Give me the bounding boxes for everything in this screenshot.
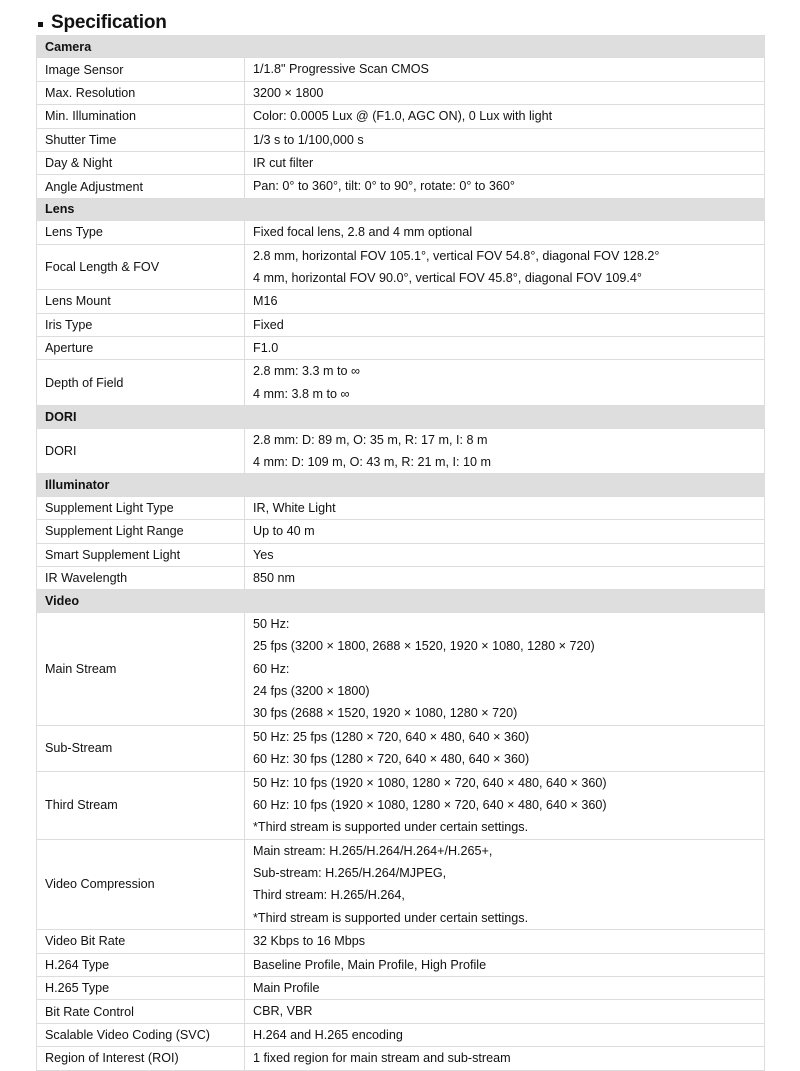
table-row — [37, 771, 765, 839]
section-title: Video — [37, 590, 765, 612]
spec-label: Day & Night — [37, 151, 245, 174]
spec-value — [245, 496, 765, 519]
spec-value-line: 1/3 s to 1/100,000 s — [253, 132, 364, 147]
spec-value-line: IR, White Light — [253, 500, 336, 515]
spec-value-line: 60 Hz: 10 fps (1920 × 1080, 1280 × 720, 640 × 480, 640 × 360) — [253, 797, 607, 812]
spec-label: Angle Adjustment — [37, 175, 245, 198]
spec-label: Min. Illumination — [37, 105, 245, 128]
spec-value-line: Fixed focal lens, 2.8 and 4 mm optional — [253, 225, 473, 240]
section-header-dori — [37, 406, 765, 428]
table-row — [37, 244, 765, 290]
table-row — [37, 151, 765, 174]
spec-value-line: 2.8 mm: 3.3 m to ∞ — [253, 364, 360, 379]
spec-label: Third Stream — [37, 771, 245, 839]
spec-value-line: Up to 40 m — [253, 524, 315, 539]
spec-value — [245, 566, 765, 589]
table-row — [37, 337, 765, 360]
spec-value — [245, 175, 765, 198]
spec-value-line: Pan: 0° to 360°, tilt: 0° to 90°, rotate: 0° to 360° — [253, 179, 515, 194]
table-row — [37, 221, 765, 244]
spec-value-line: 24 fps (3200 × 1800) — [253, 683, 370, 698]
spec-label: Focal Length & FOV — [37, 244, 245, 290]
section-header-camera — [37, 36, 765, 58]
table-row — [37, 543, 765, 566]
spec-label: Supplement Light Type — [37, 496, 245, 519]
spec-label: Lens Type — [37, 221, 245, 244]
table-row — [37, 1000, 765, 1023]
spec-value — [245, 977, 765, 1000]
spec-value-line: 4 mm: D: 109 m, O: 43 m, R: 21 m, I: 10 m — [253, 455, 491, 470]
section-header-video — [37, 590, 765, 612]
spec-value-line: F1.0 — [253, 341, 279, 356]
table-row — [37, 313, 765, 336]
spec-value-line: Main stream: H.265/H.264/H.264+/H.265+, — [253, 843, 493, 858]
spec-value-line: 25 fps (3200 × 1800, 2688 × 1520, 1920 × 1080, 1280 × 720) — [253, 639, 595, 654]
spec-value-line: Color: 0.0005 Lux @ (F1.0, AGC ON), 0 Lux with light — [253, 109, 553, 124]
spec-value — [245, 128, 765, 151]
table-row — [37, 81, 765, 104]
spec-value-line: 850 nm — [253, 570, 296, 585]
spec-value — [245, 290, 765, 313]
spec-value-line: 60 Hz: — [253, 661, 290, 676]
section-header-illuminator — [37, 474, 765, 496]
table-row — [37, 128, 765, 151]
spec-value-line: 60 Hz: 30 fps (1280 × 720, 640 × 480, 640 × 360) — [253, 752, 530, 767]
table-row — [37, 930, 765, 953]
spec-value-line: Main Profile — [253, 981, 320, 996]
table-row — [37, 566, 765, 589]
spec-label: H.265 Type — [37, 977, 245, 1000]
spec-value — [245, 105, 765, 128]
spec-value-line: 2.8 mm, horizontal FOV 105.1°, vertical FOV 54.8°, diagonal FOV 128.2° — [253, 248, 660, 263]
table-row — [37, 428, 765, 474]
spec-label: Depth of Field — [37, 360, 245, 406]
spec-label: Region of Interest (ROI) — [37, 1047, 245, 1070]
spec-value — [245, 360, 765, 406]
spec-value — [245, 520, 765, 543]
spec-value-line: 4 mm, horizontal FOV 90.0°, vertical FOV 45.8°, diagonal FOV 109.4° — [253, 270, 642, 285]
spec-label: Lens Mount — [37, 290, 245, 313]
spec-label: H.264 Type — [37, 953, 245, 976]
table-row — [37, 175, 765, 198]
spec-table — [36, 35, 765, 1071]
spec-value — [245, 58, 765, 81]
spec-label: Sub-Stream — [37, 725, 245, 771]
spec-value — [245, 930, 765, 953]
table-row — [37, 290, 765, 313]
spec-value-line: 3200 × 1800 — [253, 85, 324, 100]
spec-value — [245, 953, 765, 976]
spec-label: Scalable Video Coding (SVC) — [37, 1023, 245, 1046]
spec-value — [245, 337, 765, 360]
spec-value — [245, 1000, 765, 1023]
table-row — [37, 520, 765, 543]
spec-value-line: 1 fixed region for main stream and sub-stream — [253, 1051, 511, 1066]
spec-heading — [38, 10, 167, 36]
spec-value — [245, 221, 765, 244]
table-row — [37, 360, 765, 406]
spec-value-line: M16 — [253, 294, 278, 309]
spec-value — [245, 244, 765, 290]
table-row — [37, 725, 765, 771]
spec-label: Smart Supplement Light — [37, 543, 245, 566]
table-row — [37, 612, 765, 725]
spec-value-line: H.264 and H.265 encoding — [253, 1027, 403, 1042]
spec-label: IR Wavelength — [37, 566, 245, 589]
table-row — [37, 977, 765, 1000]
square-bullet-icon — [38, 22, 43, 27]
spec-label: Main Stream — [37, 612, 245, 725]
spec-value — [245, 428, 765, 474]
spec-value-line: 4 mm: 3.8 m to ∞ — [253, 386, 350, 401]
section-title: Camera — [37, 36, 765, 58]
spec-value-line: 1/1.8" Progressive Scan CMOS — [253, 62, 429, 77]
spec-label: Image Sensor — [37, 58, 245, 81]
table-row — [37, 839, 765, 930]
table-row — [37, 58, 765, 81]
page-title: Specification — [51, 12, 167, 33]
spec-label: Video Bit Rate — [37, 930, 245, 953]
spec-label: Shutter Time — [37, 128, 245, 151]
table-row — [37, 953, 765, 976]
spec-value — [245, 151, 765, 174]
spec-value — [245, 771, 765, 839]
table-row — [37, 105, 765, 128]
section-title: Lens — [37, 198, 765, 220]
spec-value-line: Yes — [253, 547, 274, 562]
spec-value-line: IR cut filter — [253, 155, 314, 170]
spec-value-line: 2.8 mm: D: 89 m, O: 35 m, R: 17 m, I: 8 m — [253, 432, 488, 447]
section-title: DORI — [37, 406, 765, 428]
section-header-lens — [37, 198, 765, 220]
spec-value — [245, 1023, 765, 1046]
spec-label: Aperture — [37, 337, 245, 360]
spec-value-line: Third stream: H.265/H.264, — [253, 888, 405, 903]
spec-value-line: 50 Hz: — [253, 616, 290, 631]
spec-value-line: *Third stream is supported under certain settings. — [253, 820, 529, 835]
spec-value — [245, 839, 765, 930]
spec-value-line: Sub-stream: H.265/H.264/MJPEG, — [253, 866, 447, 881]
spec-value-line: 50 Hz: 25 fps (1280 × 720, 640 × 480, 640 × 360) — [253, 729, 530, 744]
table-row — [37, 1023, 765, 1046]
section-title: Illuminator — [37, 474, 765, 496]
spec-value-line: 30 fps (2688 × 1520, 1920 × 1080, 1280 × 720) — [253, 706, 518, 721]
spec-label: Supplement Light Range — [37, 520, 245, 543]
spec-label: Max. Resolution — [37, 81, 245, 104]
spec-value-line: 32 Kbps to 16 Mbps — [253, 934, 366, 949]
spec-label: DORI — [37, 428, 245, 474]
spec-value — [245, 1047, 765, 1070]
spec-value-line: Fixed — [253, 317, 284, 332]
spec-value-line: CBR, VBR — [253, 1004, 313, 1019]
spec-value — [245, 313, 765, 336]
spec-value — [245, 81, 765, 104]
table-row — [37, 1047, 765, 1070]
table-row — [37, 496, 765, 519]
spec-value-line: 50 Hz: 10 fps (1920 × 1080, 1280 × 720, 640 × 480, 640 × 360) — [253, 775, 607, 790]
spec-label: Bit Rate Control — [37, 1000, 245, 1023]
spec-label: Video Compression — [37, 839, 245, 930]
spec-value — [245, 543, 765, 566]
spec-value — [245, 612, 765, 725]
spec-value — [245, 725, 765, 771]
spec-label: Iris Type — [37, 313, 245, 336]
spec-value-line: Baseline Profile, Main Profile, High Profile — [253, 957, 487, 972]
spec-value-line: *Third stream is supported under certain settings. — [253, 910, 529, 925]
